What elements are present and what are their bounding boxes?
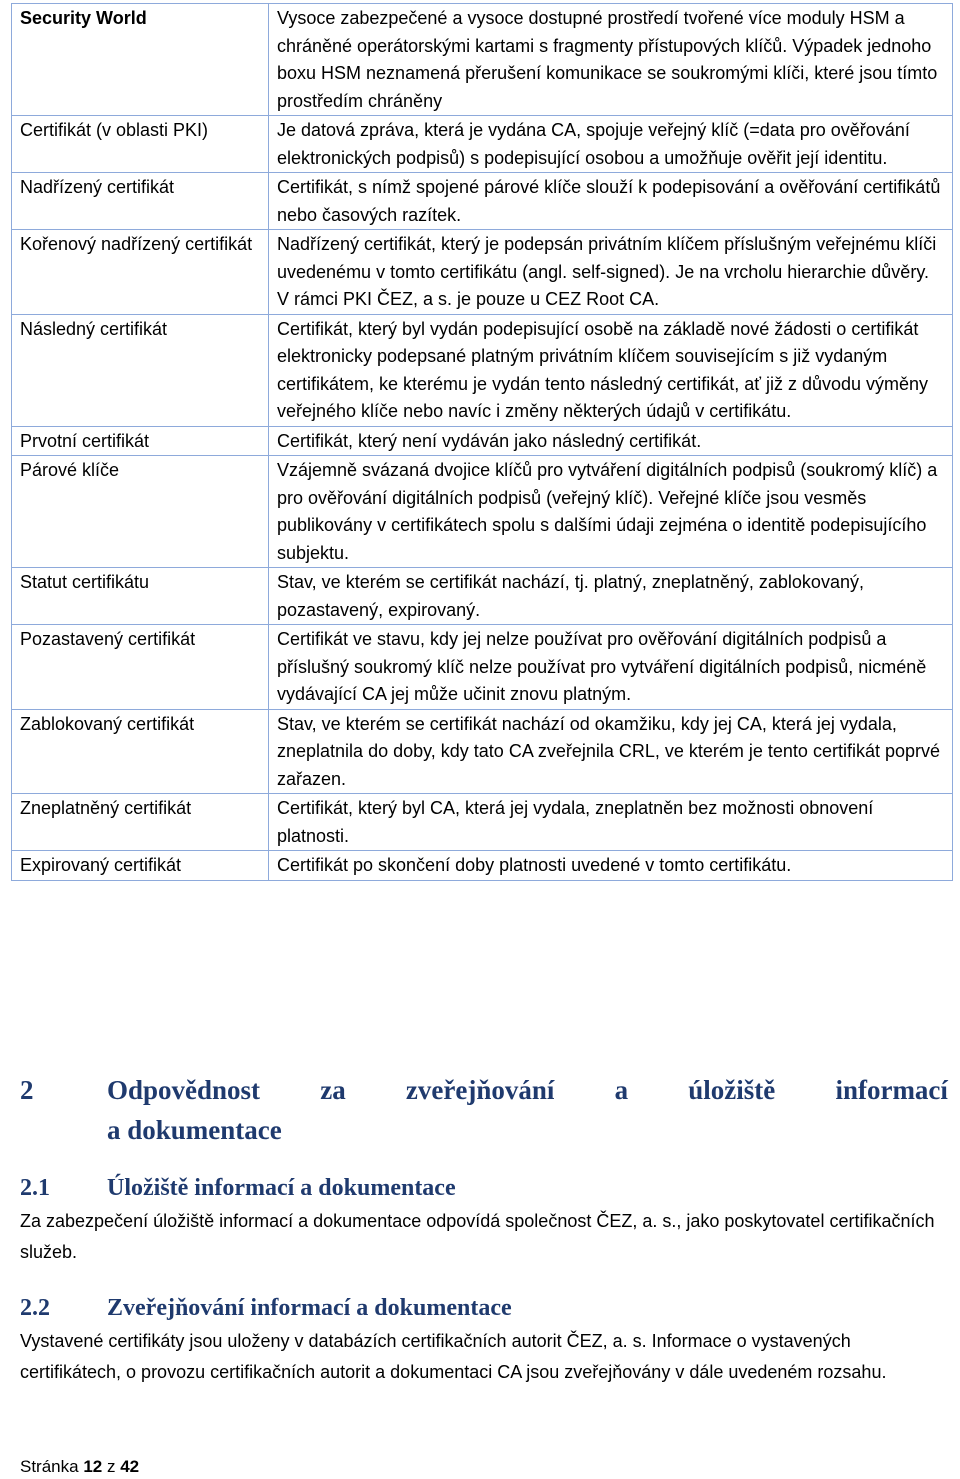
footer-prefix: Stránka [20,1457,79,1476]
section-2-heading [20,1070,948,1150]
definition-term: Následný certifikát [12,314,269,426]
definition-text: Certifikát po skončení doby platnosti uvedené v tomto certifikátu. [269,851,953,881]
section-2-1-heading [20,1171,456,1205]
footer-page-number: 12 [83,1457,103,1476]
section-title-line1 [107,1070,948,1110]
title-word: informací [835,1075,948,1105]
definition-row [12,851,953,881]
section-2-2-text: Vystavené certifikáty jsou uloženy v databázích certifikačních autorit ČEZ, a. s. Informace o vystavených certifikátech, o provozu certifikačních autorit a dokumentaci CA jsou zveřejňovány v dále uvedeném rozsahu. [20,1331,887,1382]
title-word: úložiště [688,1075,776,1105]
definition-term: Zablokovaný certifikát [12,709,269,794]
section-title: Zveřejňování informací a dokumentace [107,1295,512,1321]
definition-text: Vysoce zabezpečené a vysoce dostupné prostředí tvořené více moduly HSM a chráněné operátorskými kartami s fragmenty přístupových klíčů. Výpadek jednoho boxu HSM neznamená přerušení komunikace se soukromými klíči, které jsou tímto prostředím chráněny [269,4,953,116]
definition-row [12,314,953,426]
definition-text: Certifikát, který byl vydán podepisující osobě na základě nové žádosti o certifikát elektronicky podepsané platným privátním klíčem souvisejícím s již vydaným certifikátem, ke kterému je vydán tento následný certifikát, ať již z důvodu výměny veřejného klíče nebo navíc i změny některých údajů v certifikátu. [269,314,953,426]
definition-text: Certifikát, který byl CA, která jej vydala, zneplatněn bez možnosti obnovení platnosti. [269,794,953,851]
definition-row [12,230,953,315]
definition-row [12,173,953,230]
section-number: 2.2 [20,1295,50,1321]
definition-row [12,794,953,851]
definitions-body [12,4,953,881]
definition-text: Certifikát, který není vydáván jako následný certifikát. [269,426,953,456]
definition-row [12,4,953,116]
definition-text: Certifikát, s nímž spojené párové klíče slouží k podepisování a ověřování certifikátů nebo časových razítek. [269,173,953,230]
title-word: zveřejňování [405,1075,555,1105]
definition-term: Pozastavený certifikát [12,625,269,710]
definition-row [12,456,953,568]
definition-text: Vzájemně svázaná dvojice klíčů pro vytváření digitálních podpisů (soukromý klíč) a pro ověřování digitálních podpisů (veřejný klíč). Veřejné klíče jsou vesměs publikovány v certifikátech spolu s dalšími údaji zejména o identitě podepisujícího subjektu. [269,456,953,568]
definition-term: Security World [12,4,269,116]
footer-page-total: 42 [120,1457,140,1476]
section-title: Úložiště informací a dokumentace [107,1175,456,1201]
definition-term: Kořenový nadřízený certifikát [12,230,269,315]
section-number: 2.1 [20,1175,50,1201]
section-title-line2: a dokumentace [107,1115,282,1145]
section-number: 2 [20,1075,34,1105]
title-word: a [614,1075,629,1105]
definition-term: Statut certifikátu [12,568,269,625]
definition-term: Certifikát (v oblasti PKI) [12,116,269,173]
definition-term: Nadřízený certifikát [12,173,269,230]
definition-row [12,116,953,173]
title-word: Odpovědnost [107,1075,261,1105]
definition-text: Stav, ve kterém se certifikát nachází od okamžiku, kdy jej CA, která jej vydala, zneplatnila do doby, kdy tato CA zveřejnila CRL, ve kterém je tento certifikát poprvé zařazen. [269,709,953,794]
definition-row [12,568,953,625]
definition-row [12,426,953,456]
definition-term: Prvotní certifikát [12,426,269,456]
definition-text: Certifikát ve stavu, kdy jej nelze používat pro ověřování digitálních podpisů a příslušný soukromý klíč nelze používat pro vytváření digitálních podpisů, nicméně vydávající CA jej může učinit znovu platným. [269,625,953,710]
definition-text: Je datová zpráva, která je vydána CA, spojuje veřejný klíč (=data pro ověřování elektronických podpisů) s podepisující osobou a umožňuje ověřit její identitu. [269,116,953,173]
section-title [107,1070,948,1150]
definition-term: Zneplatněný certifikát [12,794,269,851]
definitions-table [11,3,953,881]
title-word: za [320,1075,346,1105]
definition-term: Párové klíče [12,456,269,568]
section-2-2-heading [20,1291,512,1325]
definition-text: Nadřízený certifikát, který je podepsán privátním klíčem příslušným veřejnému klíči uvedenému v tomto certifikátu (angl. self-signed). Je na vrcholu hierarchie důvěry. V rámci PKI ČEZ, a s. je pouze u CEZ Root CA. [269,230,953,315]
definition-row [12,709,953,794]
page-footer [20,1455,139,1479]
definition-text: Stav, ve kterém se certifikát nachází, tj. platný, zneplatněný, zablokovaný, pozastavený, expirovaný. [269,568,953,625]
definition-term: Expirovaný certifikát [12,851,269,881]
section-2-1-text: Za zabezpečení úložiště informací a dokumentace odpovídá společnost ČEZ, a. s., jako poskytovatel certifikačních služeb. [20,1211,935,1262]
footer-separator: z [106,1457,116,1476]
definition-row [12,625,953,710]
